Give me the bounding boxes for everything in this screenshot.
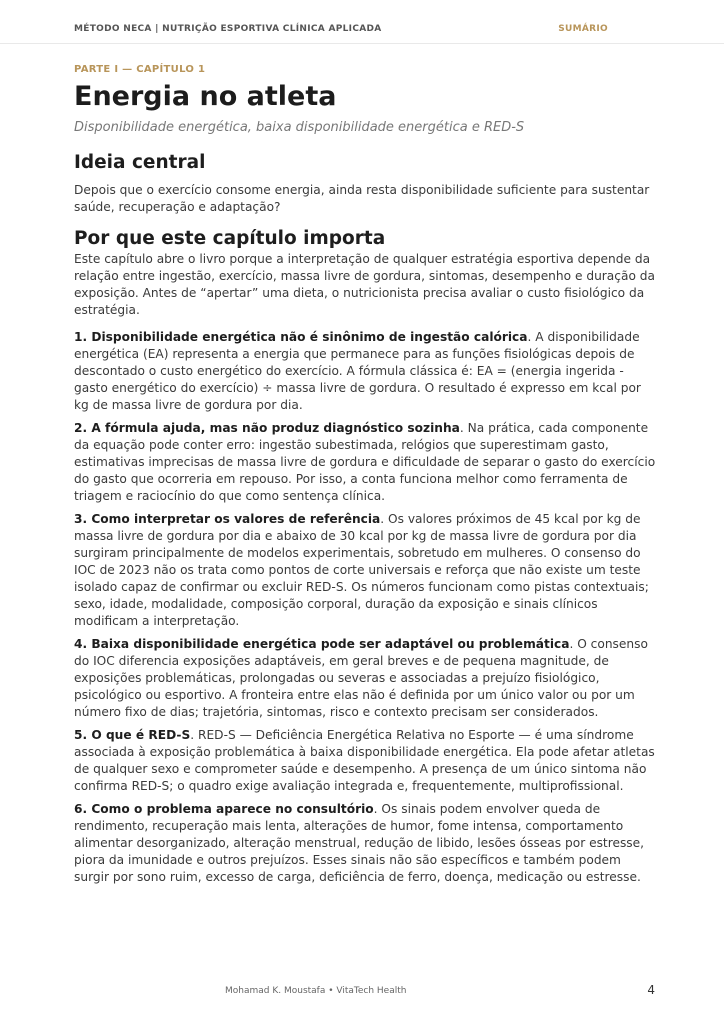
point-paragraph xyxy=(74,511,656,630)
point-paragraph xyxy=(74,329,656,414)
point-text: . O consenso do IOC diferencia exposições adaptáveis, em geral breves e de pequena magnitude, de exposições problemáticas, prolongadas ou severas e associadas a prejuízo fisiológico, psicológico ou esportivo. A fronteira entre elas não é definida por um único valor ou por um número fixo de dias; trajetória, sintomas, risco e contexto precisam ser considerados. xyxy=(74,636,648,719)
point-text: . Na prática, cada componente da equação pode conter erro: ingestão subestimada, relógios que superestimam gasto, estimativas imprecisas de massa livre de gordura e dificuldade de separar o gasto do exercício do gasto que ocorreria em repouso. Por isso, a conta funciona melhor como ferramenta de triagem e raciocínio do que como sentença clínica. xyxy=(74,420,656,503)
point-paragraph xyxy=(74,636,656,721)
why-heading: Por que este capítulo importa xyxy=(74,227,386,249)
point-paragraph xyxy=(74,420,656,505)
point-title: 6. Como o problema aparece no consultório xyxy=(74,801,374,816)
chapter-title: Energia no atleta xyxy=(74,81,337,112)
point-paragraph xyxy=(74,801,656,886)
point-text: . Os sinais podem envolver queda de rendimento, recuperação mais lenta, alterações de humor, fome intensa, comportamento alimentar desorganizado, alteração menstrual, redução de libido, lesões ósseas por estresse, piora da imunidade e outros prejuízos. Esses sinais não são específicos e também podem surgir por sono ruim, excesso de carga, deficiência de ferro, doença, medicação ou estresse. xyxy=(74,801,645,884)
book-title: MÉTODO NECA | NUTRIÇÃO ESPORTIVA CLÍNICA APLICADA xyxy=(74,24,382,34)
why-text: Este capítulo abre o livro porque a interpretação de qualquer estratégia esportiva depende da relação entre ingestão, exercício, massa livre de gordura, sintomas, desempenho e duração da exposição. Antes de “apertar” uma dieta, o nutricionista precisa avaliar o custo fisiológico da estratégia. xyxy=(74,251,655,317)
point-title: 2. A fórmula ajuda, mas não produz diagnóstico sozinha xyxy=(74,420,460,435)
point-title: 3. Como interpretar os valores de referência xyxy=(74,511,381,526)
chapter-subtitle: Disponibilidade energética, baixa disponibilidade energética e RED-S xyxy=(74,119,525,135)
point-text: . Os valores próximos de 45 kcal por kg de massa livre de gordura por dia e abaixo de 30 kcal por kg de massa livre de gordura por dia surgiram principalmente de modelos experimentais, sobretudo em mulheres. O consenso do IOC de 2023 não os trata como pontos de corte universais e reforça que não existe um teste isolado capaz de confirmar ou excluir RED-S. Os números funcionam como pistas contextuais; sexo, idade, modalidade, composição corporal, duração da exposição e sinais clínicos modificam a interpretação. xyxy=(74,511,649,628)
point-text: . RED-S — Deficiência Energética Relativa no Esporte — é uma síndrome associada à exposição problemática à baixa disponibilidade energética. Ela pode afetar atletas de qualquer sexo e comprometer saúde e desempenho. A presença de um único sintoma não confirma RED-S; o quadro exige avaliação integrada e, frequentemente, multiprofissional. xyxy=(74,727,655,793)
chapter-kicker: PARTE I — CAPÍTULO 1 xyxy=(74,64,206,75)
central-idea-heading: Ideia central xyxy=(74,152,206,174)
footer-author: Mohamad K. Moustafa • VitaTech Health xyxy=(225,986,407,996)
point-title: 1. Disponibilidade energética não é sinônimo de ingestão calórica xyxy=(74,329,528,344)
central-idea-text: Depois que o exercício consome energia, ainda resta disponibilidade suficiente para sustentar saúde, recuperação e adaptação? xyxy=(74,182,650,214)
point-title: 5. O que é RED-S xyxy=(74,727,191,742)
header-divider xyxy=(0,43,724,44)
point-text: . A disponibilidade energética (EA) representa a energia que permanece para as funções fisiológicas depois de descontado o custo energético do exercício. A fórmula clássica é: EA = (energia ingerida - gasto energético do exercício) ÷ massa livre de gordura. O resultado é expresso em kcal por kg de massa livre de gordura por dia. xyxy=(74,329,641,412)
running-header xyxy=(74,24,608,34)
summary-link[interactable]: SUMÁRIO xyxy=(558,24,608,34)
point-title: 4. Baixa disponibilidade energética pode ser adaptável ou problemática xyxy=(74,636,570,651)
page-content xyxy=(74,64,656,892)
page-number: 4 xyxy=(647,983,655,997)
point-paragraph xyxy=(74,727,656,795)
